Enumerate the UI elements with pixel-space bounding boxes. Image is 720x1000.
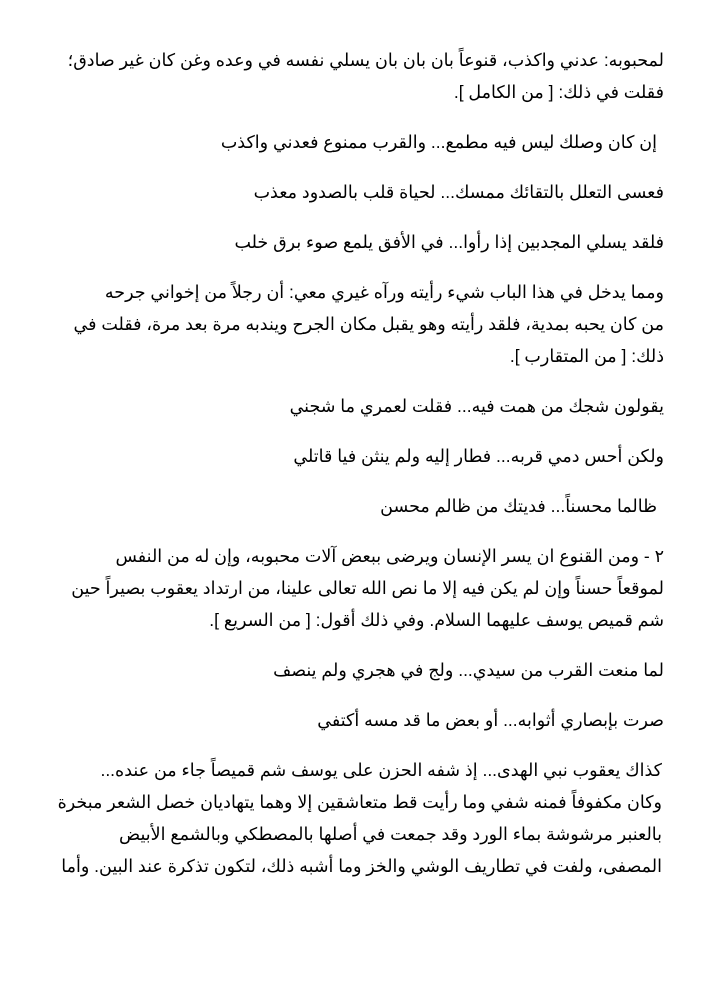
text-line: المصفى، ولفت في تطاريف الوشي والخز وما أشبه ذلك، لتكون تذكرة عند البين. وأما (61, 856, 662, 876)
text-line: وكان مكفوفاً فمنه شفي وما رأيت قط متعاشقين إلا وهما يتهاديان خصل الشعر مبخرة (57, 792, 662, 812)
text-line: كذاك يعقوب نبي الهدى... إذ شفه الحزن على يوسف شم قميصاً جاء من عنده... (100, 760, 662, 780)
paragraph-wound (52, 276, 664, 372)
verse-line: ولكن أحس دمي قربه... فطار إليه ولم ينثن فيا قاتلي (293, 446, 664, 466)
verse-line: صرت بإبصاري أثوابه... أو بعض ما قد مسه أكتفي (317, 710, 664, 730)
paragraph-jacob (52, 754, 664, 882)
text-line: ٢ - ومن القنوع ان يسر الإنسان ويرضى ببعض آلات محبوبه، وإن له من النفس (115, 546, 664, 566)
paragraph-intro (52, 44, 664, 108)
verse-line: يقولون شجك من همت فيه... فقلت لعمري ما شجني (289, 396, 664, 416)
paragraph-contentment (52, 540, 664, 636)
verse-line: فعسى التعلل بالتقائك ممسك... لحياة قلب بالصدود معذب (253, 182, 664, 202)
verse-line: لما منعت القرب من سيدي... ولج في هجري ولم ينصف (273, 660, 664, 680)
verse-line: فلقد يسلي المجدبين إذا رأوا... في الأفق يلمع صوء برق خلب (234, 232, 664, 252)
text-line: لموقعاً حسناً وإن لم يكن فيه إلا ما نص الله تعالى علينا، من ارتداد يعقوب بصيراً حين (71, 578, 664, 598)
verse-line: إن كان وصلك ليس فيه مطمع... والقرب ممنوع فعدني واكذب (220, 132, 657, 152)
text-line: بالعنبر مرشوشة بماء الورد وقد جمعت في أصلها بالمصطكي وبالشمع الأبيض (119, 824, 662, 844)
text-line: ومما يدخل في هذا الباب شيء رأيته ورآه غيري معي: أن رجلاً من إخواني جرحه (104, 282, 664, 302)
text-line: فقلت في ذلك: [ من الكامل ]. (453, 82, 664, 102)
text-line: لمحبوبه: عدني واكذب، قنوعاً بان بان بان يسلي نفسه في وعده وغن كان غير صادق؛ (67, 50, 664, 70)
document-page (52, 44, 664, 900)
verse-line: ظالما محسناً... فديتك من ظالم محسن (380, 496, 657, 516)
text-line: ذلك: [ من المتقارب ]. (509, 346, 664, 366)
text-line: من كان يحبه بمدية، فلقد رأيته وهو يقبل مكان الجرح ويندبه مرة بعد مرة، فقلت في (73, 314, 664, 334)
text-line: شم قميص يوسف عليهما السلام. وفي ذلك أقول: [ من السريع ]. (209, 610, 664, 630)
